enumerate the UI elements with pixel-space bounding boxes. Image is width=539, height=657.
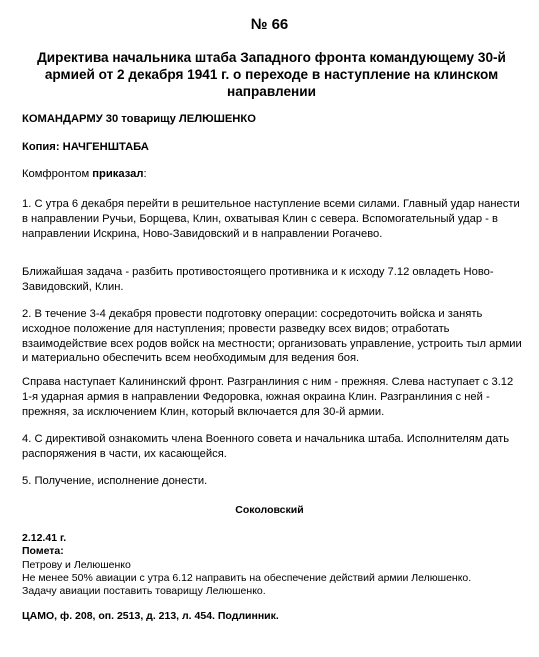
document-title: Директива начальника штаба Западного фронта командующему 30-й армией от 2 декабря 1941 г. о переходе в наступление на клинском направлении xyxy=(37,50,506,99)
date-line: 2.12.41 г. xyxy=(22,532,67,544)
order-line xyxy=(22,167,522,182)
addressee-line: КОМАНДАРМУ 30 товарищу ЛЕЛЮШЕНКО xyxy=(22,113,256,125)
paragraph-neighbors: Справа наступает Калининский фронт. Разгранлиния с ним - прежняя. Слева наступает с 3.12 1-я ударная армия в направлении Федоровка, южная окраина Клин. Разгранлиния с ней - прежняя, за исключением Клин, который включается для 30-й армии. xyxy=(22,376,514,418)
paragraph-immediate-task: Ближайшая задача - разбить противостоящего противника и к исходу 7.12 овладеть Ново-Завидовский, Клин. xyxy=(22,266,494,293)
note-label: Помета: xyxy=(22,545,64,557)
document-number: № 66 xyxy=(250,16,289,33)
note-line: Задачу авиации поставить товарищу Лелюшенко. xyxy=(22,585,266,597)
archive-source: ЦАМО, ф. 208, оп. 2513, д. 213, л. 454. Подлинник. xyxy=(22,610,279,622)
paragraph-1: 1. С утра 6 декабря перейти в решительное наступление всеми силами. Главный удар нанести в направлении Ручьи, Борщева, Клин, охватывая Клин с севера. Вспомогательный удар - в направлении Искрина, Ново-Завидовский и в направлении Рогачево. xyxy=(22,198,520,240)
order-prefix: Комфронтом xyxy=(22,168,93,180)
paragraph-5: 5. Получение, исполнение донести. xyxy=(22,475,208,487)
copy-line: Копия: НАЧГЕНШТАБА xyxy=(22,141,149,153)
order-word: приказал xyxy=(92,168,144,180)
paragraph-2: 2. В течение 3-4 декабря провести подготовку операции: сосредоточить войска и занять исходное положение для наступления; провести разведку всех видов; отработать взаимодействие всех родов войск на местности; организовать управление, устроить тыл армии и материально обеспечить всем необходимым для ведения боя. xyxy=(22,308,522,365)
signature: Соколовский xyxy=(235,504,304,516)
order-suffix: : xyxy=(143,168,147,180)
paragraph-4: 4. С директивой ознакомить члена Военного совета и начальника штаба. Исполнителям дать распоряжения в части, их касающейся. xyxy=(22,433,510,460)
note-line: Петрову и Лелюшенко xyxy=(22,559,131,571)
note-line: Не менее 50% авиации с утра 6.12 направить на обеспечение действий армии Лелюшенко. xyxy=(22,572,472,584)
